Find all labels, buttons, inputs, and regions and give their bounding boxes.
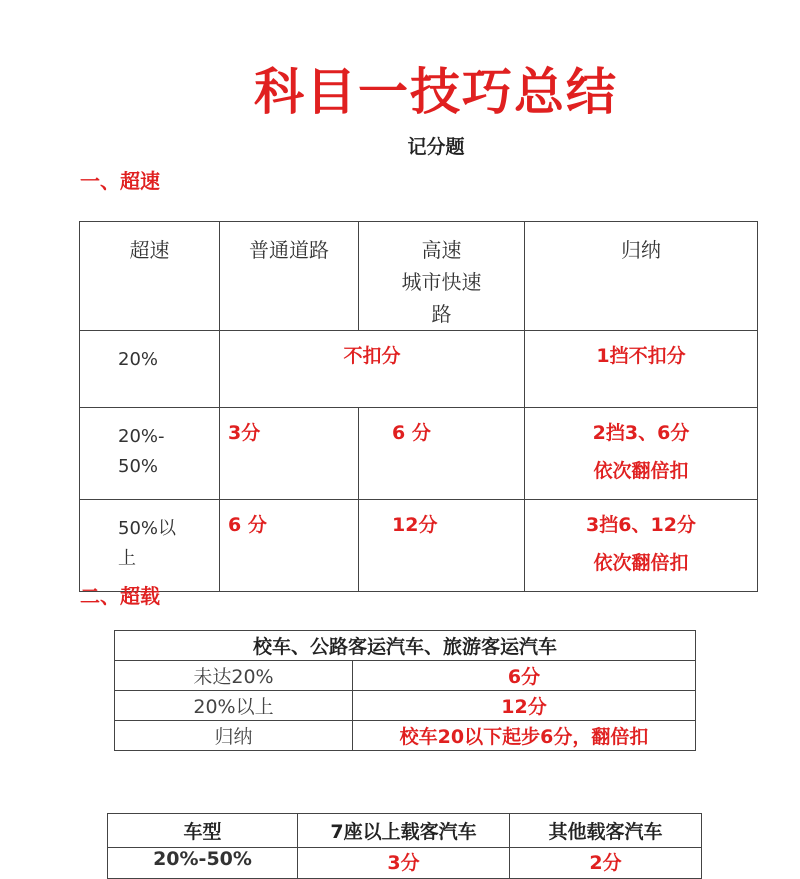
speeding-table xyxy=(79,221,758,592)
section-heading-overload: 二、超载 xyxy=(80,584,160,608)
table-title: 校车、公路客运汽车、旅游客运汽车 xyxy=(115,631,696,661)
cell-value: 12分 xyxy=(359,500,525,592)
header-line: 城市快速 xyxy=(401,270,482,294)
row-label: 20% xyxy=(80,331,220,408)
header-cell xyxy=(359,222,525,331)
table-row xyxy=(80,500,758,592)
cell-value: 不扣分 xyxy=(220,331,525,408)
section-heading-speeding: 一、超速 xyxy=(80,169,160,193)
cell-value: 6 分 xyxy=(220,500,359,592)
subtitle: 记分题 xyxy=(407,136,465,158)
header-cell: 超速 xyxy=(80,222,220,331)
header-cell: 其他载客汽车 xyxy=(510,814,702,848)
vehicle-type-table xyxy=(107,813,702,879)
row-label: 50%以 上 xyxy=(80,500,220,592)
table-row xyxy=(80,331,758,408)
table-row xyxy=(115,631,696,661)
cell-value: 3分 xyxy=(298,848,510,879)
table-row xyxy=(115,661,696,691)
cell-value: 2分 xyxy=(510,848,702,879)
row-label: 20%- 50% xyxy=(80,408,220,500)
cell-value: 12分 xyxy=(353,691,696,721)
table-row xyxy=(108,814,702,848)
page-title: 科目一技巧总结 xyxy=(254,63,618,121)
table-row xyxy=(115,691,696,721)
table-row xyxy=(115,721,696,751)
header-cell: 归纳 xyxy=(525,222,758,331)
cell-value: 6 分 xyxy=(359,408,525,500)
cell-value: 3分 xyxy=(220,408,359,500)
row-label: 未达20% xyxy=(115,661,353,691)
cell-summary: 1挡不扣分 xyxy=(525,331,758,408)
cell-summary: 2挡3、6分 依次翻倍扣 xyxy=(525,408,758,500)
table-row xyxy=(108,848,702,879)
header-cell: 7座以上载客汽车 xyxy=(298,814,510,848)
cell-value: 校车20以下起步6分，翻倍扣 xyxy=(353,721,696,751)
header-cell: 车型 xyxy=(108,814,298,848)
overload-table xyxy=(114,630,696,751)
row-label: 20%-50% xyxy=(108,848,298,879)
header-cell: 普通道路 xyxy=(220,222,359,331)
table-row xyxy=(80,408,758,500)
cell-summary: 3挡6、12分 依次翻倍扣 xyxy=(525,500,758,592)
header-line: 高速 xyxy=(421,238,462,262)
row-label: 归纳 xyxy=(115,721,353,751)
row-label: 20%以上 xyxy=(115,691,353,721)
table-row xyxy=(80,222,758,331)
header-line: 路 xyxy=(431,302,452,326)
cell-value: 6分 xyxy=(353,661,696,691)
